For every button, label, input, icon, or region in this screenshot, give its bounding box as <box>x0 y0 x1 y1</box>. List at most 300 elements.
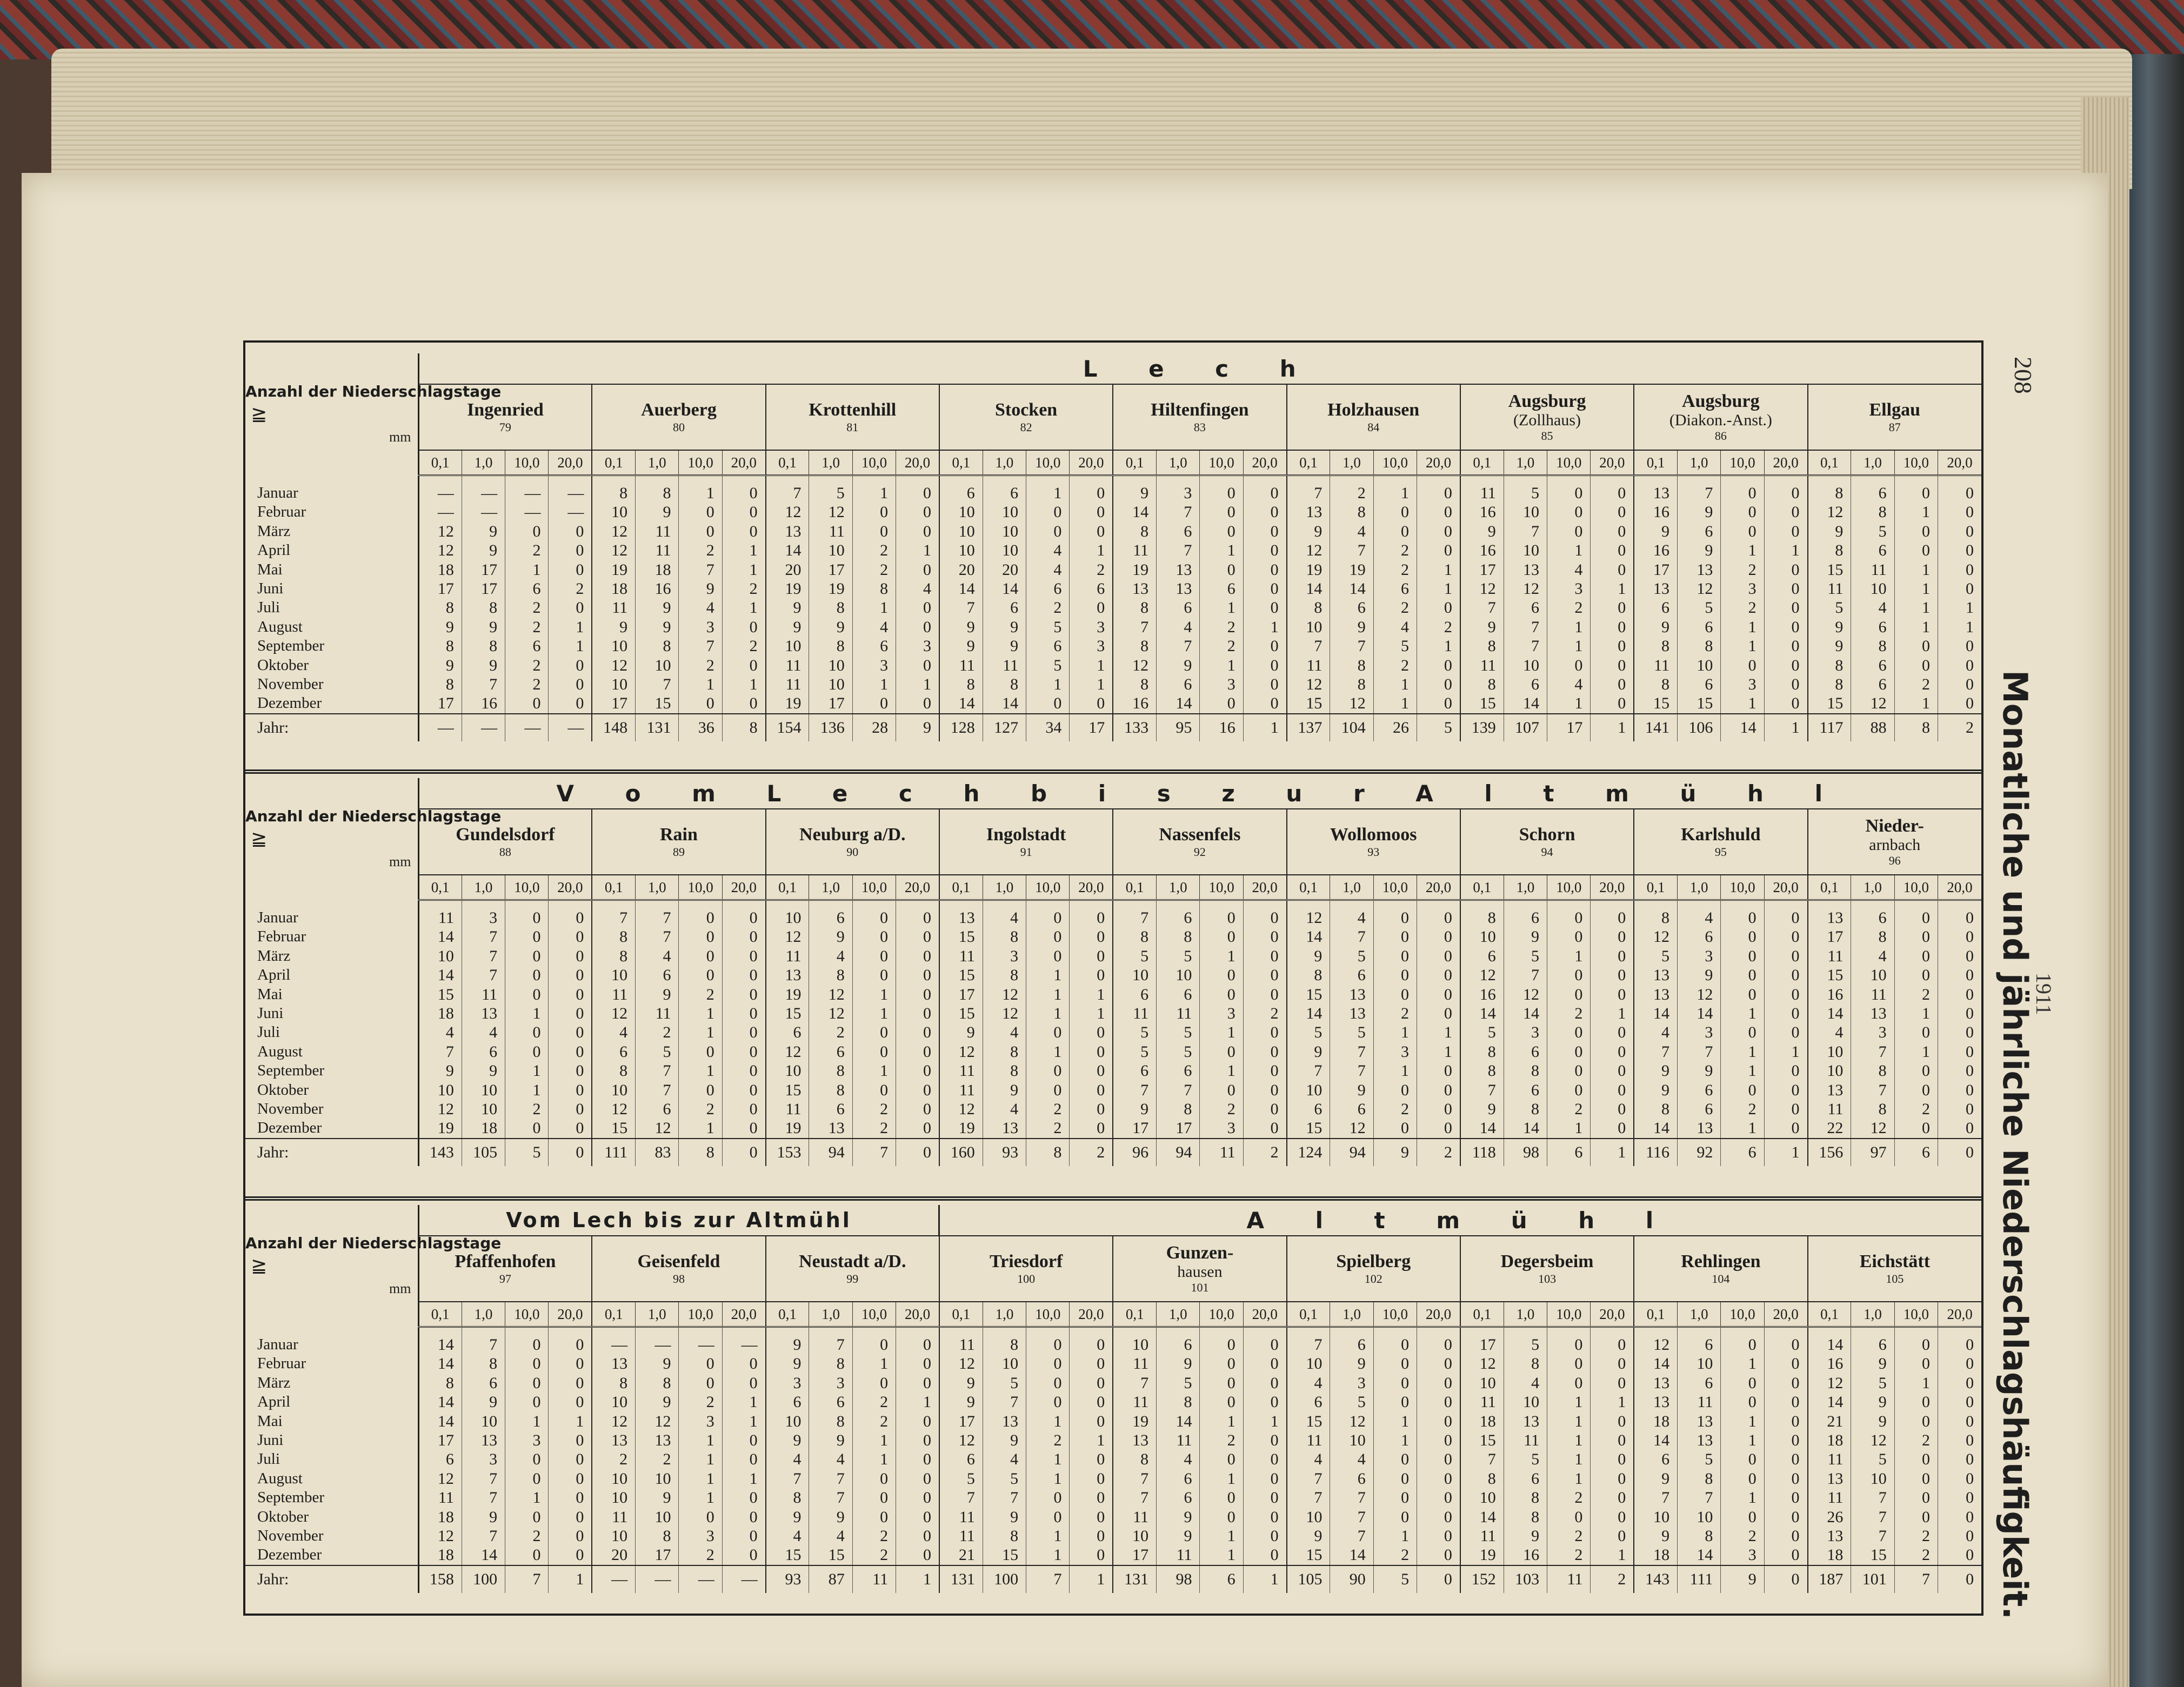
year-total-cell: 100 <box>462 1565 505 1593</box>
value-cell: 7 <box>1460 598 1504 617</box>
value-cell: 0 <box>1243 656 1286 675</box>
value-cell: 5 <box>1851 522 1894 541</box>
spacer-cell <box>636 476 679 484</box>
value-cell: 6 <box>1504 908 1547 927</box>
value-cell: 0 <box>549 966 592 985</box>
station-header <box>1634 384 1807 450</box>
value-cell: 0 <box>1938 1488 1982 1507</box>
value-cell: 12 <box>939 1431 983 1450</box>
value-cell: 0 <box>679 927 722 946</box>
value-cell: 13 <box>1157 579 1200 598</box>
value-cell: 0 <box>852 1469 896 1488</box>
value-cell: 14 <box>462 1545 505 1565</box>
spacer-cell <box>852 1327 896 1336</box>
value-cell: 0 <box>1938 1354 1982 1373</box>
value-cell: 1 <box>1070 656 1113 675</box>
value-cell: 6 <box>1504 675 1547 694</box>
spacer-cell <box>766 476 809 484</box>
value-cell: 0 <box>1243 908 1286 927</box>
threshold-header: 1,0 <box>1330 875 1373 900</box>
value-cell: 0 <box>1894 1450 1938 1469</box>
value-cell: 15 <box>418 985 462 1004</box>
page-edges-top <box>51 49 2132 189</box>
value-cell: 0 <box>549 560 592 579</box>
value-cell: 0 <box>1721 947 1764 966</box>
value-cell: 1 <box>1547 1431 1591 1450</box>
year-total-cell: 87 <box>809 1565 852 1593</box>
value-cell: 8 <box>1113 675 1156 694</box>
value-cell: 10 <box>983 522 1026 541</box>
month-label: November <box>245 675 418 694</box>
value-cell: 6 <box>1157 1469 1200 1488</box>
value-cell: 6 <box>1851 1335 1894 1354</box>
value-cell: 7 <box>1287 637 1330 655</box>
month-label: Oktober <box>245 1081 418 1100</box>
month-label: Februar <box>245 1354 418 1373</box>
value-cell: 3 <box>1200 675 1243 694</box>
value-cell: 14 <box>1287 927 1330 946</box>
value-cell: 11 <box>418 908 462 927</box>
value-cell: 17 <box>418 1431 462 1450</box>
value-cell: 0 <box>1070 1412 1113 1431</box>
value-cell: 6 <box>983 598 1026 617</box>
value-cell: 0 <box>1243 484 1286 503</box>
station-name: Eichstätt <box>1859 1251 1931 1271</box>
spacer-cell <box>1070 1327 1113 1336</box>
year-total-cell: 7 <box>1026 1565 1070 1593</box>
value-cell: 1 <box>1721 1488 1764 1507</box>
value-cell: 14 <box>1460 1004 1504 1023</box>
value-cell: 6 <box>1678 1100 1721 1119</box>
value-cell: 0 <box>1764 1412 1807 1431</box>
value-cell: 5 <box>939 1469 983 1488</box>
value-cell: 1 <box>1547 1119 1591 1138</box>
value-cell: 14 <box>939 579 983 598</box>
threshold-header: 1,0 <box>1330 1302 1373 1327</box>
value-cell: 19 <box>766 694 809 713</box>
value-cell: 1 <box>1547 694 1591 713</box>
station-number: 79 <box>499 420 511 434</box>
spacer-cell <box>549 1327 592 1336</box>
station-row <box>245 1236 1981 1302</box>
value-cell: 8 <box>1287 966 1330 985</box>
value-cell: 15 <box>983 1545 1026 1565</box>
value-cell: 6 <box>1026 637 1070 655</box>
value-cell: 0 <box>1243 985 1286 1004</box>
value-cell: 0 <box>1547 1042 1591 1061</box>
value-cell: — <box>549 503 592 521</box>
value-cell: 0 <box>679 947 722 966</box>
value-cell: 10 <box>1678 1354 1721 1373</box>
year-total-cell: 96 <box>1113 1139 1156 1166</box>
value-cell: 6 <box>809 908 852 927</box>
value-cell: 13 <box>1851 1004 1894 1023</box>
value-cell: 8 <box>809 1354 852 1373</box>
value-cell: 3 <box>505 1431 549 1450</box>
threshold-header: 10,0 <box>1721 875 1764 900</box>
value-cell: 14 <box>1504 1119 1547 1138</box>
value-cell: 3 <box>679 1412 722 1431</box>
value-cell: 6 <box>1287 1100 1330 1119</box>
value-cell: 17 <box>462 579 505 598</box>
value-cell: 0 <box>549 1527 592 1545</box>
table-row <box>245 1081 1981 1100</box>
value-cell: 11 <box>1113 1508 1156 1527</box>
year-total-cell: 105 <box>1287 1565 1330 1593</box>
value-cell: 12 <box>809 1004 852 1023</box>
value-cell: 13 <box>766 522 809 541</box>
spacer-cell <box>636 1327 679 1336</box>
spacer-cell <box>1938 476 1981 484</box>
month-label: Oktober <box>245 1508 418 1527</box>
year-total-cell: 0 <box>549 1139 592 1166</box>
value-cell: 8 <box>1287 598 1330 617</box>
value-cell: 11 <box>1851 985 1894 1004</box>
value-cell: 16 <box>1504 1545 1547 1565</box>
value-cell: 9 <box>1678 966 1721 985</box>
station-header <box>1634 809 1807 875</box>
value-cell: 18 <box>1634 1545 1677 1565</box>
value-cell: 0 <box>722 908 765 927</box>
value-cell: 0 <box>505 1335 549 1354</box>
value-cell: 0 <box>1373 1508 1417 1527</box>
spacer-cell <box>1851 1327 1894 1336</box>
value-cell: 0 <box>1417 908 1460 927</box>
value-cell: 4 <box>1330 522 1373 541</box>
spacer-cell <box>636 900 679 909</box>
value-cell: 16 <box>636 579 679 598</box>
value-cell: 1 <box>505 1004 549 1023</box>
region-header: V o m L e c h b i s z u r A l t m ü h l <box>418 778 1981 809</box>
value-cell: 0 <box>1938 1023 1981 1042</box>
threshold-header: 0,1 <box>939 875 983 900</box>
value-cell: — <box>722 1335 765 1354</box>
spacer-cell <box>1157 1327 1200 1336</box>
value-cell: 0 <box>1243 947 1286 966</box>
value-cell: 14 <box>983 694 1026 713</box>
value-cell: 1 <box>1894 560 1938 579</box>
value-cell: 12 <box>1504 579 1547 598</box>
spacer-cell <box>1026 476 1070 484</box>
value-cell: 0 <box>722 1527 765 1545</box>
value-cell: 12 <box>592 541 635 560</box>
value-cell: 0 <box>1764 1081 1807 1100</box>
value-cell: 18 <box>418 1545 462 1565</box>
value-cell: 0 <box>722 1004 765 1023</box>
station-header <box>1460 384 1634 450</box>
value-cell: 0 <box>1417 675 1460 694</box>
value-cell: 8 <box>592 1061 635 1080</box>
value-cell: 4 <box>1330 1450 1373 1469</box>
station-name: Karlshuld <box>1681 825 1761 845</box>
value-cell: 11 <box>766 1100 809 1119</box>
station-name: Degersbeim <box>1500 1251 1594 1271</box>
value-cell: 0 <box>1894 947 1938 966</box>
value-cell: 7 <box>983 1393 1026 1411</box>
value-cell: 0 <box>722 1374 765 1393</box>
table-row <box>245 1004 1981 1023</box>
value-cell: 0 <box>1721 1450 1764 1469</box>
spacer-cell <box>1764 900 1807 909</box>
value-cell: 10 <box>592 1527 635 1545</box>
value-cell: 4 <box>1634 1023 1677 1042</box>
value-cell: 0 <box>722 1431 765 1450</box>
value-cell: 0 <box>1938 579 1981 598</box>
station-name: Schorn <box>1519 825 1575 845</box>
value-cell: 9 <box>809 618 852 637</box>
value-cell: 0 <box>1200 1042 1243 1061</box>
value-cell: 1 <box>1026 1545 1070 1565</box>
year-total-cell: 7 <box>852 1139 896 1166</box>
value-cell: 10 <box>592 1469 635 1488</box>
threshold-header: 10,0 <box>505 875 549 900</box>
threshold-header: 20,0 <box>549 875 592 900</box>
value-cell: 0 <box>1243 1042 1286 1061</box>
value-cell: 0 <box>1070 966 1113 985</box>
year-total-cell: 154 <box>766 714 809 741</box>
value-cell: 1 <box>1721 1004 1764 1023</box>
value-cell: 0 <box>1070 1354 1113 1373</box>
value-cell: 0 <box>549 694 592 713</box>
threshold-header: 20,0 <box>1070 875 1113 900</box>
value-cell: 0 <box>505 1393 549 1411</box>
value-cell: 0 <box>1938 1042 1981 1061</box>
value-cell: 9 <box>1460 618 1504 637</box>
threshold-header: 0,1 <box>418 875 462 900</box>
value-cell: 0 <box>1894 1119 1938 1138</box>
year-total-cell: 1 <box>1243 1565 1286 1593</box>
value-cell: 0 <box>1417 1469 1460 1488</box>
spacer-cell <box>245 900 418 909</box>
value-cell: 0 <box>722 947 765 966</box>
value-cell: 1 <box>1070 1431 1113 1450</box>
value-cell: 6 <box>1851 618 1894 637</box>
value-cell: 9 <box>592 618 635 637</box>
value-cell: 14 <box>418 1393 462 1411</box>
value-cell: 0 <box>549 675 592 694</box>
value-cell: 13 <box>1808 1081 1851 1100</box>
year-label: Jahr: <box>245 714 418 741</box>
month-label: Juli <box>245 1450 418 1469</box>
value-cell: — <box>505 484 549 503</box>
value-cell: — <box>418 503 462 521</box>
spacer-cell <box>1894 476 1938 484</box>
value-cell: 0 <box>1591 484 1634 503</box>
value-cell: 8 <box>809 966 852 985</box>
threshold-header: 1,0 <box>1678 450 1721 476</box>
value-cell: 0 <box>505 985 549 1004</box>
year-total-row <box>245 1139 1981 1166</box>
value-cell: 12 <box>983 985 1026 1004</box>
value-cell: 16 <box>1460 541 1504 560</box>
spacer-cell <box>592 1327 635 1336</box>
value-cell: 15 <box>1678 694 1721 713</box>
value-cell: 0 <box>1764 1023 1807 1042</box>
value-cell: 0 <box>1243 1023 1286 1042</box>
threshold-header: 1,0 <box>1504 1302 1547 1327</box>
value-cell: 0 <box>1417 694 1460 713</box>
value-cell: 4 <box>809 1450 852 1469</box>
value-cell: 1 <box>1243 618 1286 637</box>
value-cell: 2 <box>1373 656 1417 675</box>
value-cell: 18 <box>1460 1412 1504 1431</box>
threshold-header: 10,0 <box>852 1302 896 1327</box>
spacer-cell <box>722 476 765 484</box>
year-total-cell: 118 <box>1460 1139 1504 1166</box>
station-header <box>766 384 939 450</box>
year-total-cell: 111 <box>1678 1565 1721 1593</box>
value-cell: 11 <box>1808 1488 1851 1507</box>
value-cell: 1 <box>1026 985 1070 1004</box>
spacer-cell <box>1634 1327 1677 1336</box>
value-cell: 7 <box>1113 1374 1156 1393</box>
value-cell: 0 <box>1070 1335 1113 1354</box>
value-cell: 10 <box>592 675 635 694</box>
value-cell: 0 <box>1200 694 1243 713</box>
value-cell: 1 <box>896 675 939 694</box>
value-cell: 7 <box>1113 1469 1156 1488</box>
value-cell: 6 <box>809 1042 852 1061</box>
value-cell: 0 <box>1026 1488 1070 1507</box>
value-cell: 1 <box>1200 598 1243 617</box>
value-cell: 0 <box>722 1354 765 1373</box>
spacer-cell <box>1721 476 1764 484</box>
station-number: 87 <box>1888 420 1901 434</box>
value-cell: 19 <box>1460 1545 1504 1565</box>
table-row <box>245 1061 1981 1080</box>
value-cell: 0 <box>1200 1508 1243 1527</box>
value-cell: 9 <box>1460 522 1504 541</box>
station-name: Pfaffenhofen <box>455 1251 556 1271</box>
spacer-cell <box>1721 1327 1764 1336</box>
value-cell: 0 <box>1591 656 1634 675</box>
value-cell: 0 <box>679 1081 722 1100</box>
value-cell: 7 <box>636 675 679 694</box>
value-cell: 0 <box>1417 1527 1460 1545</box>
value-cell: 1 <box>1417 579 1460 598</box>
year-total-cell: 93 <box>983 1139 1026 1166</box>
value-cell: 9 <box>809 1508 852 1527</box>
value-cell: 6 <box>1157 598 1200 617</box>
table-row <box>245 1469 1981 1488</box>
threshold-header: 10,0 <box>1894 1302 1938 1327</box>
value-cell: 0 <box>852 694 896 713</box>
year-total-cell: 97 <box>1851 1139 1894 1166</box>
spacer-cell <box>852 476 896 484</box>
year-total-cell: 93 <box>766 1565 809 1593</box>
value-cell: 3 <box>462 908 505 927</box>
value-cell: 9 <box>1113 484 1156 503</box>
year-total-cell: 152 <box>1460 1565 1504 1593</box>
value-cell: — <box>462 484 505 503</box>
value-cell: 0 <box>1591 560 1634 579</box>
value-cell: 14 <box>1808 1004 1851 1023</box>
spacer-cell <box>1417 476 1460 484</box>
value-cell: 5 <box>1157 1023 1200 1042</box>
value-cell: 7 <box>636 1081 679 1100</box>
threshold-header: 1,0 <box>1678 875 1721 900</box>
value-cell: 4 <box>1504 1374 1547 1393</box>
value-cell: 0 <box>549 1469 592 1488</box>
value-cell: 13 <box>636 1431 679 1450</box>
value-cell: 0 <box>549 1450 592 1469</box>
station-name: Augsburg <box>1508 391 1586 411</box>
spacer-cell <box>1894 1327 1938 1336</box>
value-cell: 9 <box>1157 1354 1200 1373</box>
value-cell: 0 <box>896 1081 939 1100</box>
value-cell: 0 <box>1243 1354 1286 1373</box>
value-cell: 4 <box>809 1527 852 1545</box>
value-cell: 8 <box>939 675 983 694</box>
value-cell: 0 <box>722 1081 765 1100</box>
value-cell: 14 <box>1113 503 1156 521</box>
value-cell: — <box>592 1335 635 1354</box>
year-total-cell: 94 <box>1157 1139 1200 1166</box>
spacer-cell <box>1547 1327 1591 1336</box>
value-cell: 10 <box>1287 1508 1330 1527</box>
value-cell: 6 <box>1330 1469 1373 1488</box>
value-cell: 5 <box>1851 1450 1894 1469</box>
value-cell: 6 <box>809 1393 852 1411</box>
ge-symbol: ≧ <box>251 827 268 850</box>
spacer-cell <box>1504 900 1547 909</box>
year-total-cell: 107 <box>1504 714 1547 741</box>
value-cell: 5 <box>983 1469 1026 1488</box>
spacer-cell <box>1591 1327 1634 1336</box>
value-cell: 0 <box>1764 1527 1807 1545</box>
threshold-row <box>245 450 1981 476</box>
value-cell: 0 <box>1721 1023 1764 1042</box>
value-cell: 12 <box>1460 579 1504 598</box>
station-header <box>592 809 765 875</box>
value-cell: 1 <box>1591 579 1634 598</box>
threshold-header: 20,0 <box>1591 450 1634 476</box>
station-header <box>1287 1236 1460 1302</box>
value-cell: 0 <box>1547 503 1591 521</box>
value-cell: 6 <box>983 484 1026 503</box>
value-cell: 0 <box>852 1335 896 1354</box>
value-cell: 8 <box>1504 1061 1547 1080</box>
value-cell: 0 <box>896 598 939 617</box>
value-cell: 1 <box>505 560 549 579</box>
value-cell: 0 <box>852 503 896 521</box>
threshold-header: 1,0 <box>462 1302 505 1327</box>
value-cell: 11 <box>1460 1393 1504 1411</box>
value-cell: 0 <box>1764 908 1807 927</box>
value-cell: 9 <box>418 1061 462 1080</box>
value-cell: 0 <box>1938 1119 1981 1138</box>
year-total-cell: 5 <box>505 1139 549 1166</box>
month-label: Juni <box>245 1004 418 1023</box>
table-row <box>245 1450 1981 1469</box>
value-cell: 8 <box>1113 522 1156 541</box>
value-cell: 7 <box>1460 1081 1504 1100</box>
value-cell: 0 <box>1591 1412 1634 1431</box>
value-cell: 0 <box>1243 1508 1286 1527</box>
value-cell: 17 <box>939 1412 983 1431</box>
threshold-header: 10,0 <box>1200 1302 1243 1327</box>
value-cell: 8 <box>636 1374 679 1393</box>
year-total-cell: 187 <box>1808 1565 1851 1593</box>
value-cell: 0 <box>1417 927 1460 946</box>
year-total-cell: — <box>505 714 549 741</box>
value-cell: 9 <box>1504 1527 1547 1545</box>
value-cell: 9 <box>1808 618 1851 637</box>
value-cell: 0 <box>1547 1374 1591 1393</box>
value-cell: 10 <box>592 966 635 985</box>
year-total-cell: 158 <box>418 1565 462 1593</box>
value-cell: 6 <box>1070 579 1113 598</box>
